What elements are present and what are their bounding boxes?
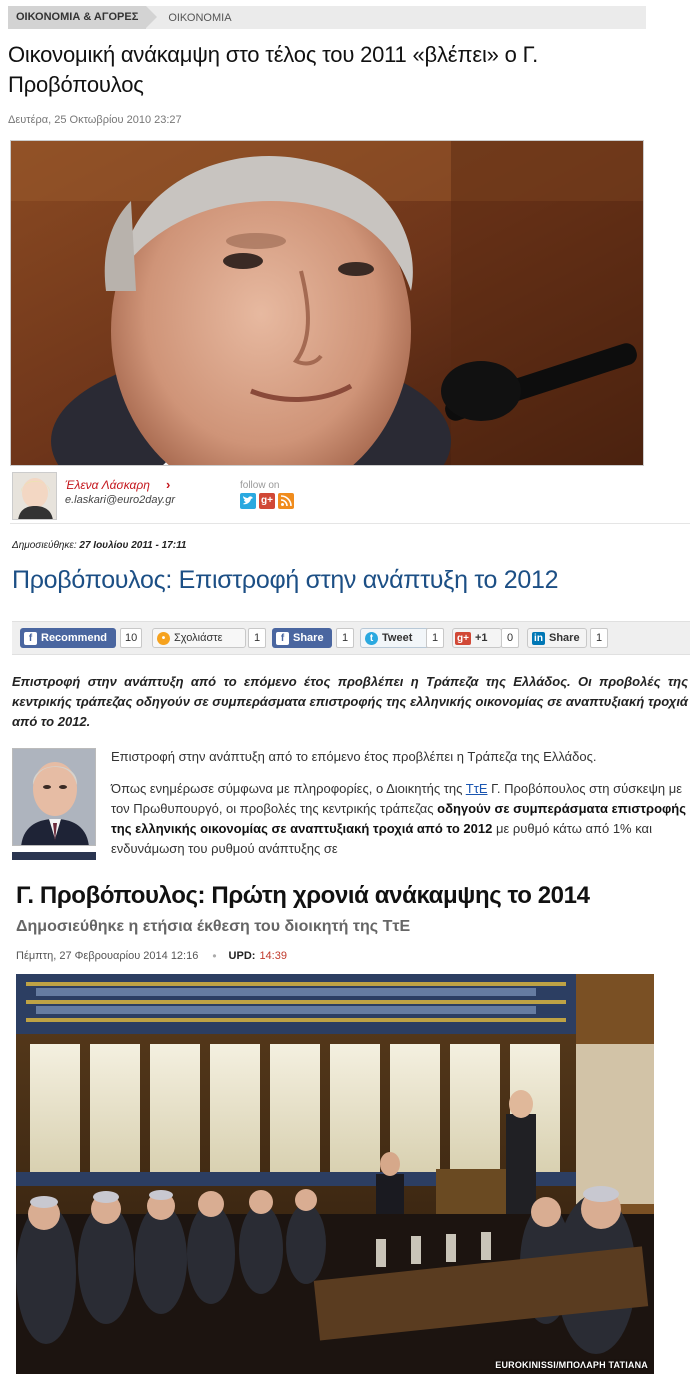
author-arrow-icon[interactable]: ›: [166, 477, 171, 492]
author-avatar[interactable]: [12, 472, 57, 520]
google-plus-one-button[interactable]: [452, 628, 502, 648]
linkedin-share-button[interactable]: [527, 628, 587, 648]
published-label: Δημοσιεύθηκε:: [12, 540, 77, 551]
published-date: 27 Ιουλίου 2011 - 17:11: [79, 540, 187, 551]
comment-count: 1: [248, 628, 266, 648]
article-2-lead: Επιστροφή στην ανάπτυξη από το επόμενο έτος προβλέπει η Τράπεζα της Ελλάδος. Οι προβολές της κεντρικής τράπεζας οδηγούν σε συμπεράσματα επιστροφής της ελληνικής οικονομίας σε αναπτυξιακή τροχιά από το 2012.: [12, 674, 688, 729]
linkedin-share-count: 1: [590, 628, 608, 648]
update-time: 14:39: [259, 950, 287, 962]
thumbnail-strip: [12, 852, 96, 860]
author-avatar-image: [13, 473, 57, 520]
linkedin-share-label: Share: [549, 632, 580, 644]
article-2-body: [111, 747, 689, 860]
tweet-label: Tweet: [382, 632, 413, 644]
share-bar: [12, 621, 690, 655]
paragraph-2-text-b: Γ. Προβόπουλος στη σύσκεψη με τον Πρωθυπουργό, οι προβολές της κεντρικής τράπεζας: [111, 781, 682, 816]
tweet-count: 1: [426, 628, 444, 648]
fb-share-label: Share: [293, 632, 324, 644]
comment-bubble-icon: •: [157, 632, 170, 645]
comment-button[interactable]: [152, 628, 246, 648]
google-plus-icon[interactable]: g+: [259, 493, 275, 509]
facebook-icon: f: [276, 632, 289, 645]
update-label: UPD:: [228, 950, 256, 962]
article-3-title: Γ. Προβόπουλος: Πρώτη χρονιά ανάκαμψης το 2014: [16, 882, 590, 909]
linkedin-icon: in: [532, 632, 545, 645]
photo-credit: EUROKINISSI/ΜΠΟΛΑΡΗ ΤΑΤΙΑΝΑ: [495, 1360, 648, 1370]
recommend-count: 10: [120, 628, 142, 648]
facebook-share-button[interactable]: [272, 628, 332, 648]
paragraph-2-text-c: με ρυθμό κάτω από 1% και ενδυνάμωση του ρυθμού ανάπτυξης σε: [111, 821, 652, 856]
rss-icon[interactable]: [278, 493, 294, 509]
article-3-subtitle: Δημοσιεύθηκε η ετήσια έκθεση του διοικητή της ΤτΕ: [16, 918, 411, 935]
article-2-title: Προβόπουλος: Επιστροφή στην ανάπτυξη το 2012: [12, 566, 559, 594]
facebook-recommend-button[interactable]: [20, 628, 116, 648]
author-bar: [10, 470, 690, 524]
article-2-portrait[interactable]: [12, 748, 96, 846]
article-2-paragraph-2: [111, 779, 689, 859]
article-1-date: Δευτέρα, 25 Οκτωβρίου 2010 23:27: [8, 114, 182, 126]
article-1: [0, 0, 694, 530]
facebook-icon: f: [24, 632, 37, 645]
article-2-published: [12, 540, 186, 551]
twitter-icon: t: [365, 632, 378, 645]
recommend-label: Recommend: [41, 632, 108, 644]
article-2-paragraph-1: Επιστροφή στην ανάπτυξη από το επόμενο έτος προβλέπει η Τράπεζα της Ελλάδος.: [111, 749, 597, 764]
article-3-photo: [16, 974, 654, 1374]
article-2: [0, 530, 694, 860]
comment-label: Σχολιάστε: [174, 632, 223, 644]
follow-on-label: follow on: [240, 480, 280, 491]
author-email[interactable]: e.laskari@euro2day.gr: [65, 494, 176, 506]
breadcrumb: [8, 6, 646, 29]
article-3-date: Πέμπτη, 27 Φεβρουαρίου 2014 12:16: [16, 950, 199, 962]
paragraph-2-text-a: Όπως ενημέρωσε σύμφωνα με πληροφορίες, ο Διοικητής της: [111, 781, 466, 796]
separator-dot: •: [212, 949, 217, 963]
portrait-photo-illustration: [11, 141, 644, 466]
article-3: [0, 860, 694, 1389]
tte-link[interactable]: ΤτΕ: [465, 781, 488, 796]
conference-hall-photo-illustration: [16, 974, 654, 1374]
breadcrumb-item-economy-markets[interactable]: ΟΙΚΟΝΟΜΙΑ & ΑΓΟΡΕΣ: [8, 6, 146, 29]
tweet-button[interactable]: [360, 628, 432, 648]
twitter-icon[interactable]: [240, 493, 256, 509]
fb-share-count: 1: [336, 628, 354, 648]
article-1-title: Οικονομική ανάκαμψη στο τέλος του 2011 «βλέπει» ο Γ. Προβόπουλος: [8, 42, 538, 97]
article-3-meta: [16, 949, 287, 963]
paragraph-2-bold: οδηγούν σε συμπεράσματα επιστροφής της ελληνικής οικονομίας σε αναπτυξιακή τροχιά από το 2012: [111, 801, 687, 836]
portrait-thumbnail-image: [13, 749, 96, 846]
breadcrumb-item-economy[interactable]: ΟΙΚΟΝΟΜΙΑ: [168, 11, 232, 24]
google-plus-icon: g+: [455, 632, 471, 645]
plus-one-count: 0: [501, 628, 519, 648]
author-name-link[interactable]: Έλενα Λάσκαρη: [65, 478, 150, 492]
plus-one-label: +1: [475, 632, 488, 644]
article-1-photo: [10, 140, 644, 466]
